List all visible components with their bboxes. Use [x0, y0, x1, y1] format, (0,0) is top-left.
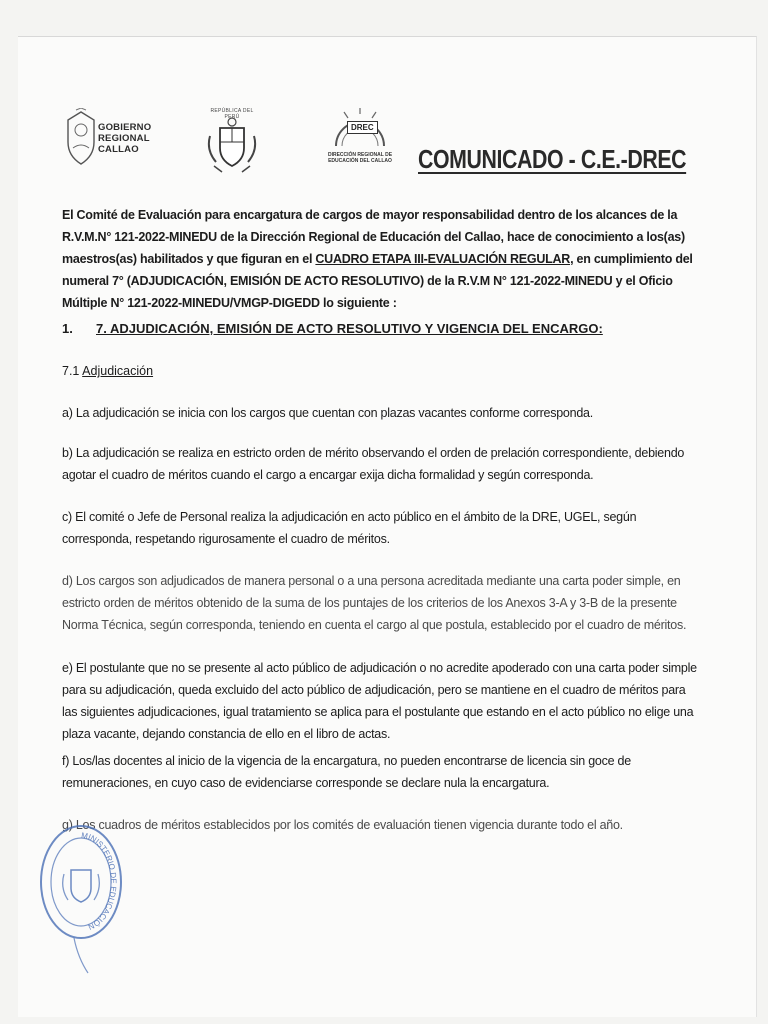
ministry-official-stamp [26, 808, 136, 978]
drec-caption-line-1: DIRECCIÓN REGIONAL DE [327, 152, 393, 158]
section-heading [62, 321, 603, 336]
intro-text-part-2: en cumplimiento del numeral 7° (ADJUDICACIÓN, EMISIÓN DE ACTO RESOLUTIVO) de la R.V.M N° 121-2022-MINEDU y el Oficio Múltiple N° 121-2022-MINEDU/VMGP-DIGEDD lo siguiente : [62, 252, 693, 310]
drec-box-label: DREC [347, 121, 378, 134]
peru-coat-of-arms-logo [204, 108, 260, 174]
coat-of-arms-icon [204, 114, 260, 176]
item-e: e) El postulante que no se presente al acto público de adjudicación o no acredite apoderado con una carta poder simple para su adjudicación, queda excluido del acto público de adjudicación, pero se mantiene en el cuadro de méritos para las siguientes adjudicaciones, igual tratamiento se aplica para el postulante que estando en el acto público no elige una plaza vacante, dejando constancia de ello en el libro de actas. [62, 661, 697, 741]
item-d: d) Los cargos son adjudicados de manera personal o a una persona acreditada mediante una carta poder simple, en estricto orden de méritos obtenido de la suma de los puntajes de los criterios de los Anexos 3-A y 3-B de la presente Norma Técnica, según corresponda, teniendo en cuenta el cargo al que postula, establecido por el cuadro de méritos. [62, 574, 687, 632]
item-c: c) El comité o Jefe de Personal realiza la adjudicación en acto público en el ámbito de la DRE, UGEL, según corresponda, respetando rigurosamente el cuadro de méritos. [62, 510, 637, 546]
drec-logo [322, 106, 398, 176]
stamp-ring-text: MINISTERIO DE EDUCACIÓN [80, 830, 118, 932]
item-a: a) La adjudicación se inicia con los cargos que cuentan con plazas vacantes conforme corresponda. [62, 406, 593, 420]
callao-shield-icon [64, 108, 98, 168]
logo-left-line-1: GOBIERNO [98, 122, 152, 133]
item-b: b) La adjudicación se realiza en estricto orden de mérito observando el orden de prelación correspondiente, debiendo agotar el cuadro de méritos cuando el cargo a encargar exija dicha formalidad y según corresponda. [62, 446, 685, 482]
stamp-seal-icon [26, 808, 136, 978]
logo-left-line-3: CALLAO [98, 144, 139, 155]
page-title: COMUNICADO - C.E.-DREC [418, 144, 687, 174]
section-number: 1. [62, 321, 73, 336]
peru-arc-text: REPÚBLICA DEL PERÚ [210, 108, 254, 120]
subsection-heading [62, 364, 153, 378]
subsection-number: 7.1 [62, 364, 83, 378]
subsection-title: Adjudicación [82, 364, 154, 378]
item-g: g) Los cuadros de méritos establecidos por los comités de evaluación tienen vigencia durante todo el año. [62, 818, 623, 832]
logo-left-line-2: REGIONAL [98, 133, 150, 144]
item-f: f) Los/las docentes al inicio de la vigencia de la encargatura, no pueden encontrarse de licencia sin goce de remuneraciones, en cuyo caso de evidenciarse corresponde se declare nula la encargatura. [62, 754, 631, 790]
drec-caption-line-2: EDUCACIÓN DEL CALLAO [328, 158, 392, 164]
gobierno-regional-callao-logo [64, 108, 174, 170]
intro-paragraph [62, 204, 702, 314]
intro-text-part-1: El Comité de Evaluación para encargatura de cargos de mayor responsabilidad dentro de los alcances de la R.V.M.N° 121-2022-MINEDU de la Dirección Regional de Educación del Callao, hace de conocimiento a los(as) maestros(as) habilitados y que figuran en el [62, 208, 685, 266]
section-title: 7. ADJUDICACIÓN, EMISIÓN DE ACTO RESOLUTIVO Y VIGENCIA DEL ENCARGO: [96, 321, 603, 336]
intro-underlined-reference: CUADRO ETAPA III-EVALUACIÓN REGULAR, [315, 252, 574, 266]
